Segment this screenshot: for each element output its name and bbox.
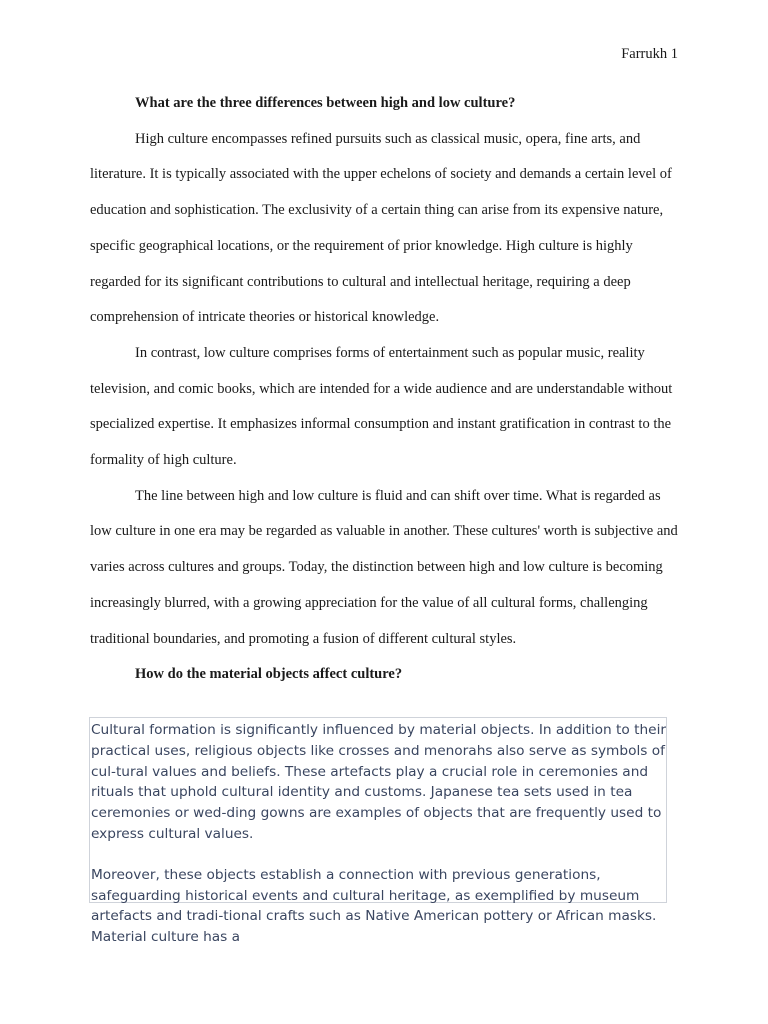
essay-body: [90, 86, 680, 693]
textbox-paragraph-2: Moreover, these objects establish a connection with previous generations, safeguarding historical events and cultural heritage, as exemplified by museum artefacts and tradi-tional crafts such as Native American pottery or African masks. Material culture has a: [91, 866, 657, 946]
pasted-text-box: [89, 717, 667, 946]
paragraph-low-culture: In contrast, low culture comprises forms of entertainment such as popular music, reality television, and comic books, which are intended for a wide audience and are understandable without specialized expertise. It emphasizes informal consumption and instant gratification in contrast to the formality of high culture.: [90, 344, 673, 469]
section-heading-material-objects: How do the material objects affect culture?: [135, 666, 403, 683]
running-head: Farrukh 1: [621, 46, 678, 62]
textbox-paragraph-1: Cultural formation is significantly influenced by material objects. In addition to their practical uses, religious objects like crosses and menorahs also serve as symbols of cul-tural values and beliefs. These artefacts play a crucial role in ceremonies and rituals that uphold cultural identity and customs. Japanese tea sets used in tea ceremonies or wed-ding gowns are examples of objects that are frequently used to express cultural values.: [91, 722, 667, 842]
paragraph-fluid-line: The line between high and low culture is fluid and can shift over time. What is regarded as low culture in one era may be regarded as valuable in another. These cultures' worth is subjective and varies across cultures and groups. Today, the distinction between high and low culture is becoming increasingly blurred, with a growing appreciation for the value of all cultural forms, challenging traditional boundaries, and promoting a fusion of different cultural styles.: [90, 487, 678, 647]
section-heading-high-low-culture: What are the three differences between high and low culture?: [135, 95, 516, 111]
paragraph-high-culture: High culture encompasses refined pursuits such as classical music, opera, fine arts, and literature. It is typically associated with the upper echelons of society and demands a certain level of education and sophistication. The exclusivity of a certain thing can arise from its expensive nature, specific geographical locations, or the requirement of prior knowledge. High culture is highly regarded for its significant contributions to cultural and intellectual heritage, requiring a deep comprehension of intricate theories or historical knowledge.: [90, 130, 672, 326]
